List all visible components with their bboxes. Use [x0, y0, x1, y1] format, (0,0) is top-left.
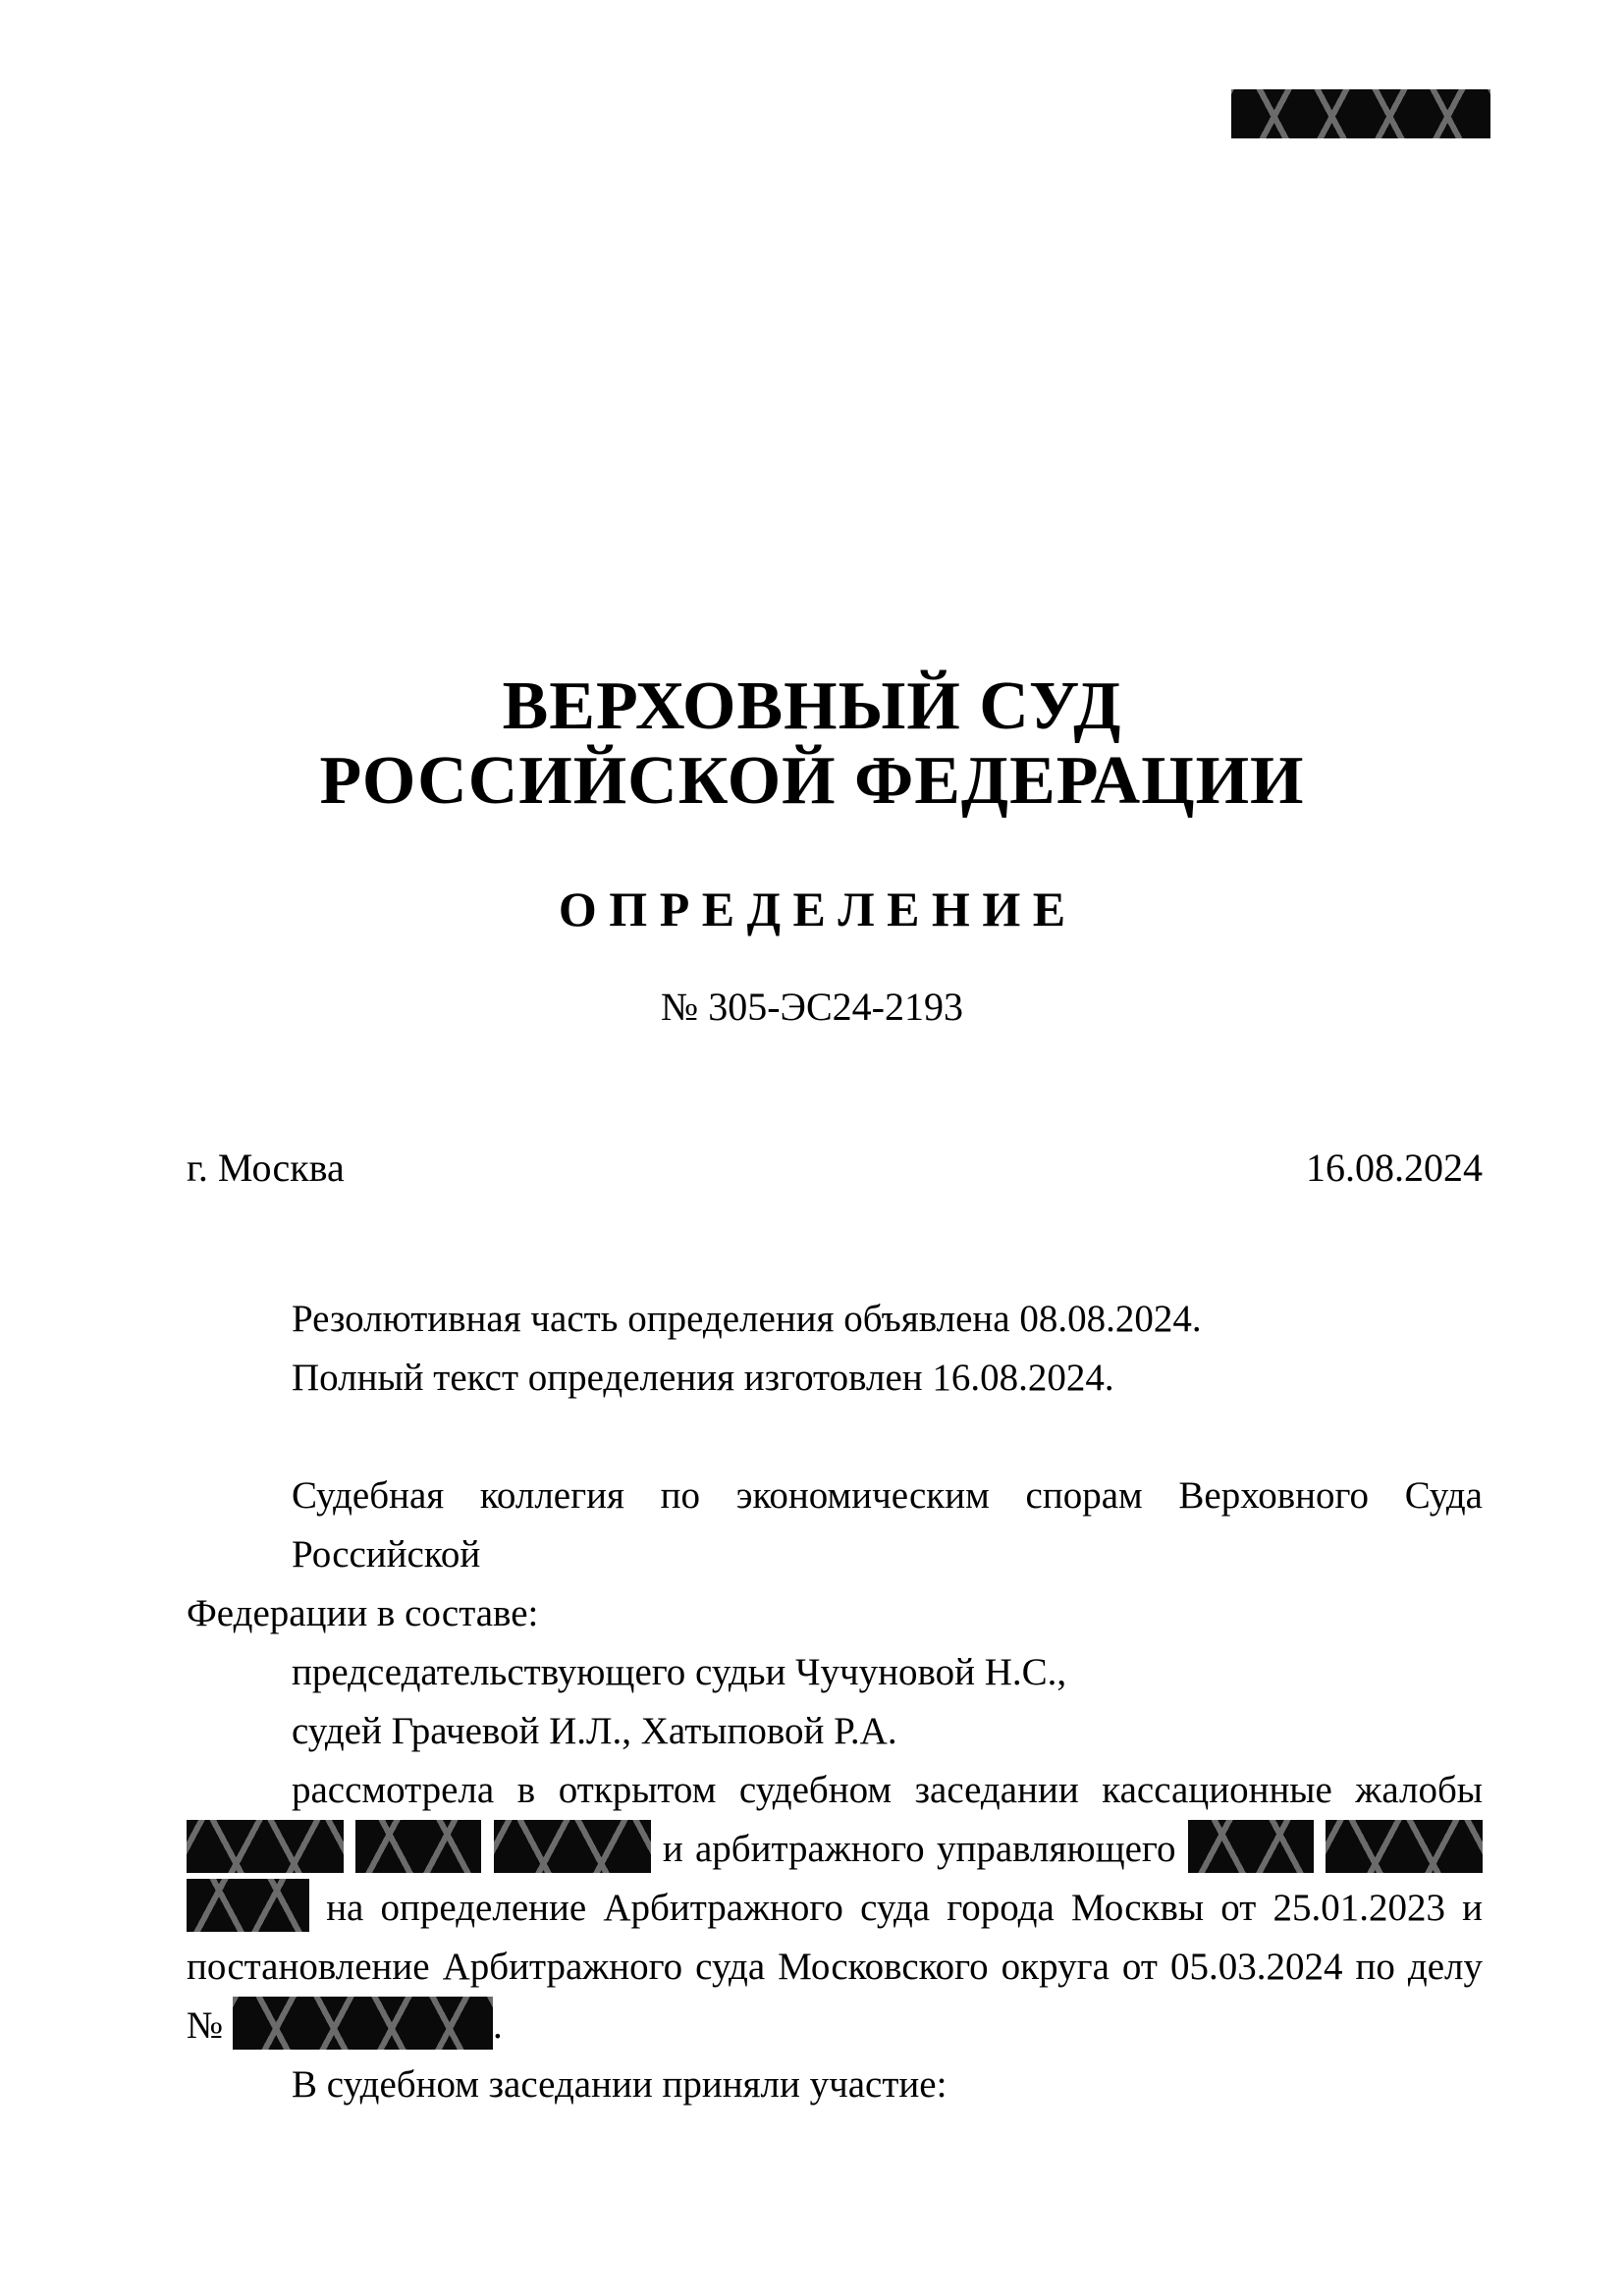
paragraph-case-number-line	[187, 1997, 1483, 2056]
date-label: 16.08.2024	[1306, 1146, 1483, 1190]
case-line3-text: на определение Арбитражного суда города Москвы от 25.01.2023 и	[326, 1887, 1484, 1929]
case-line2-text: и арбитражного управляющего	[662, 1828, 1176, 1870]
paragraph-case-line3	[187, 1879, 1483, 1938]
redaction-box	[494, 1820, 651, 1873]
city-label: г. Москва	[187, 1146, 345, 1190]
court-name-line2: РОССИЙСКОЙ ФЕДЕРАЦИИ	[319, 743, 1305, 819]
redaction-box	[233, 1997, 493, 2050]
redaction-box-top-right	[1231, 89, 1490, 138]
paragraph-participants: В судебном заседании приняли участие:	[292, 2063, 947, 2106]
paragraph-judges: судей Грачевой И.Л., Хатыповой Р.А.	[292, 1710, 897, 1752]
paragraph-resolutive-part: Резолютивная часть определения объявлена 08.08.2024.	[292, 1298, 1202, 1340]
paragraph-presiding-judge: председательствующего судьи Чучуновой Н.С.,	[292, 1651, 1067, 1693]
redaction-box	[355, 1820, 481, 1873]
paragraph-case-line2	[187, 1820, 1483, 1879]
document-type-heading: О П Р Е Д Е Л Е Н И Е	[558, 881, 1066, 936]
case-no-prefix: №	[187, 2004, 224, 2047]
paragraph-case-line4: постановление Арбитражного суда Московского округа от 05.03.2024 по делу	[187, 1946, 1483, 1988]
case-number: № 305-ЭС24-2193	[661, 985, 963, 1029]
redaction-box	[1326, 1820, 1483, 1873]
paragraph-collegium-line2: Федерации в составе:	[187, 1592, 539, 1634]
paragraph-collegium-line1: Судебная коллегия по экономическим спорам Верховного Суда Российской	[292, 1474, 1483, 1575]
court-name-line1: ВЕРХОВНЫЙ СУД	[502, 668, 1122, 744]
paragraph-case-line1: рассмотрела в открытом судебном заседании кассационные жалобы	[292, 1769, 1483, 1811]
redaction-box	[187, 1820, 344, 1873]
court-name	[0, 669, 1624, 819]
paragraph-full-text: Полный текст определения изготовлен 16.08.2024.	[292, 1357, 1114, 1399]
document-body	[187, 1290, 1483, 2114]
place-date-row	[187, 1147, 1483, 1190]
redaction-box	[187, 1879, 309, 1932]
case-no-suffix: .	[492, 2004, 503, 2047]
redaction-box	[1188, 1820, 1314, 1873]
